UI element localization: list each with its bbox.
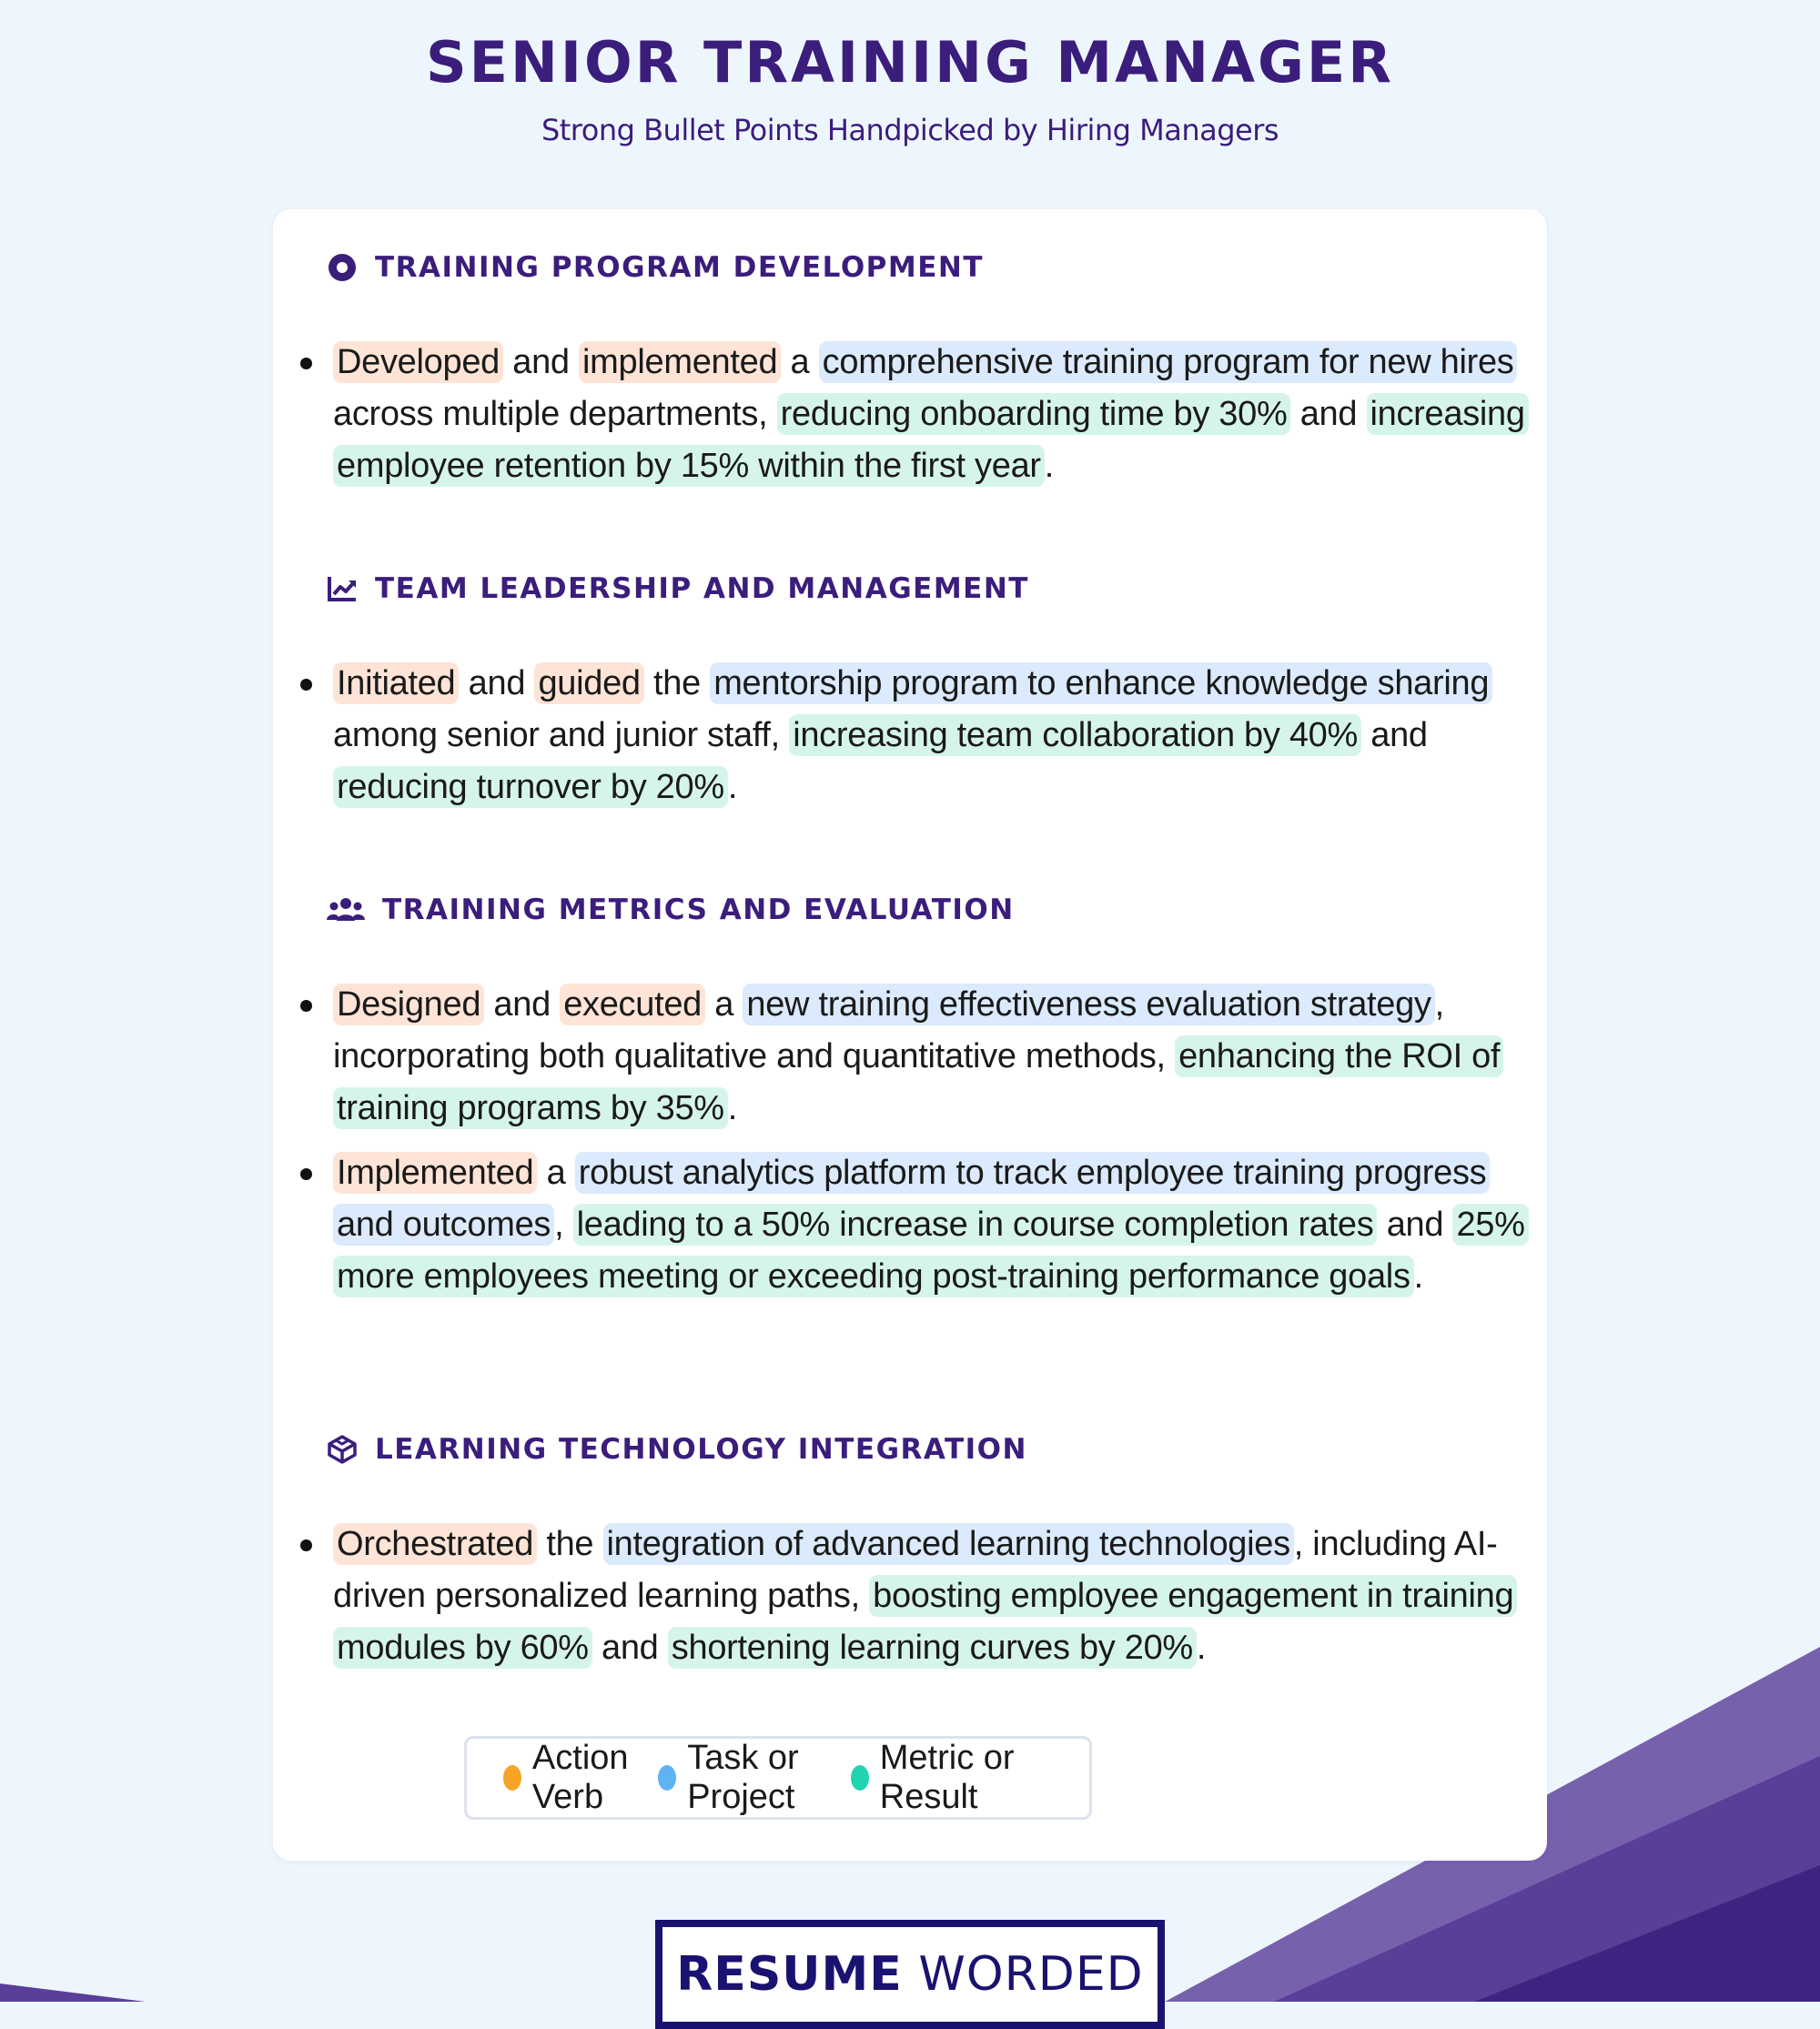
bullet-text: and <box>484 985 561 1024</box>
target-icon <box>326 251 359 284</box>
section-header-team-leadership <box>326 568 1029 610</box>
legend-item-metric-or-result <box>851 1739 1053 1817</box>
action-verb-highlight: Initiated <box>333 662 459 704</box>
section-header-learning-technology <box>326 1428 1027 1470</box>
task-highlight: comprehensive training program for new hires <box>819 341 1518 383</box>
legend-label: Action Verb <box>531 1739 629 1816</box>
metric-highlight: reducing turnover by 20% <box>333 766 728 808</box>
action-verb-highlight: Orchestrated <box>333 1523 537 1565</box>
action-verb-highlight: Implemented <box>333 1152 537 1194</box>
bullet-text: a <box>705 985 743 1024</box>
bullet-list <box>300 979 1529 1316</box>
task-highlight: new training effectiveness evaluation strategy <box>743 984 1434 1025</box>
metric-highlight: shortening learning curves by 20% <box>668 1627 1197 1669</box>
line-chart-icon <box>326 572 359 605</box>
bullet-text: and <box>1361 716 1428 754</box>
bullet-text: . <box>1044 447 1055 485</box>
metric-highlight: increasing team collaboration by 40% <box>789 714 1361 756</box>
action-verb-highlight: Developed <box>333 341 503 383</box>
bullet-dot <box>300 1539 312 1551</box>
bullet-point <box>300 1519 1529 1674</box>
legend-item-action-verb <box>503 1739 658 1817</box>
bullet-text: the <box>537 1525 603 1563</box>
cube-icon <box>326 1433 359 1466</box>
resume-card <box>273 209 1547 1861</box>
bullet-dot <box>300 1000 312 1012</box>
section-title: LEARNING TECHNOLOGY INTEGRATION <box>375 1433 1027 1466</box>
legend-dot <box>658 1765 676 1791</box>
bullet-dot <box>300 358 312 369</box>
action-verb-highlight: Designed <box>333 984 484 1025</box>
bullet-dot <box>300 679 312 691</box>
page-subtitle: Strong Bullet Points Handpicked by Hiring Managers <box>541 113 1279 147</box>
page-title: SENIOR TRAINING MANAGER <box>426 29 1394 96</box>
task-highlight: integration of advanced learning technologies <box>603 1523 1294 1565</box>
bullet-text: , incorporating both qualitative and quantitative methods, <box>333 985 1444 1075</box>
legend-label: Task or Project <box>687 1739 799 1816</box>
section-header-training-metrics <box>326 889 1015 931</box>
bullet-text: the <box>643 664 711 702</box>
legend-item-task-or-project <box>658 1739 851 1817</box>
action-verb-highlight: executed <box>560 984 705 1025</box>
task-highlight: robust analytics platform to track employee training progress and outcomes <box>333 1152 1490 1246</box>
metric-highlight: reducing onboarding time by 30% <box>777 393 1291 435</box>
bullet-text: . <box>1196 1629 1207 1667</box>
bullet-text: . <box>1413 1257 1423 1296</box>
logo-bold-text: RESUME <box>676 1947 903 2002</box>
metric-highlight: increasing employee retention by 15% within the first year <box>333 393 1529 487</box>
section-title: TEAM LEADERSHIP AND MANAGEMENT <box>375 572 1029 605</box>
legend-label: Metric or Result <box>879 1739 1015 1816</box>
legend-dot <box>503 1765 521 1791</box>
metric-highlight: enhancing the ROI of training programs by 35% <box>333 1035 1503 1129</box>
bullet-text: and <box>503 343 580 381</box>
section-title: TRAINING METRICS AND EVALUATION <box>382 893 1015 926</box>
bullet-text: and <box>1377 1206 1453 1244</box>
bullet-text: a <box>781 343 819 381</box>
bullet-list <box>300 658 1529 826</box>
section-title: TRAINING PROGRAM DEVELOPMENT <box>375 251 985 284</box>
bullet-text: , <box>554 1206 573 1244</box>
bullet-text: . <box>727 768 738 806</box>
bullet-point <box>300 979 1529 1135</box>
bullet-point <box>300 658 1529 813</box>
bullet-text: , including AI-driven personalized learning paths, <box>333 1525 1498 1615</box>
bullet-text: and <box>459 664 535 702</box>
users-icon <box>326 893 366 926</box>
action-verb-highlight: guided <box>534 662 643 704</box>
metric-highlight: boosting employee engagement in training modules by 60% <box>333 1575 1517 1669</box>
action-verb-highlight: implemented <box>579 341 781 383</box>
metric-highlight: leading to a 50% increase in course completion rates <box>573 1204 1378 1246</box>
bullet-point <box>300 337 1529 492</box>
bullet-text: and <box>592 1629 668 1667</box>
task-highlight: mentorship program to enhance knowledge sharing <box>710 662 1492 704</box>
legend-dot <box>851 1765 869 1791</box>
bullet-dot <box>300 1168 312 1180</box>
bullet-text: . <box>727 1089 738 1127</box>
bullet-text: among senior and junior staff, <box>333 716 790 754</box>
logo-light-text: WORDED <box>918 1947 1144 2002</box>
bullet-text: a <box>537 1154 575 1192</box>
section-header-training-program-development <box>326 247 984 288</box>
metric-highlight: 25% more employees meeting or exceeding post-training performance goals <box>333 1204 1529 1297</box>
bullet-list <box>300 337 1529 505</box>
highlight-legend <box>464 1736 1092 1820</box>
resume-worded-logo[interactable] <box>655 1920 1165 2029</box>
bullet-text: and <box>1290 395 1367 433</box>
bullet-point <box>300 1147 1529 1303</box>
bullet-list <box>300 1519 1529 1687</box>
bullet-text: across multiple departments, <box>333 395 777 433</box>
